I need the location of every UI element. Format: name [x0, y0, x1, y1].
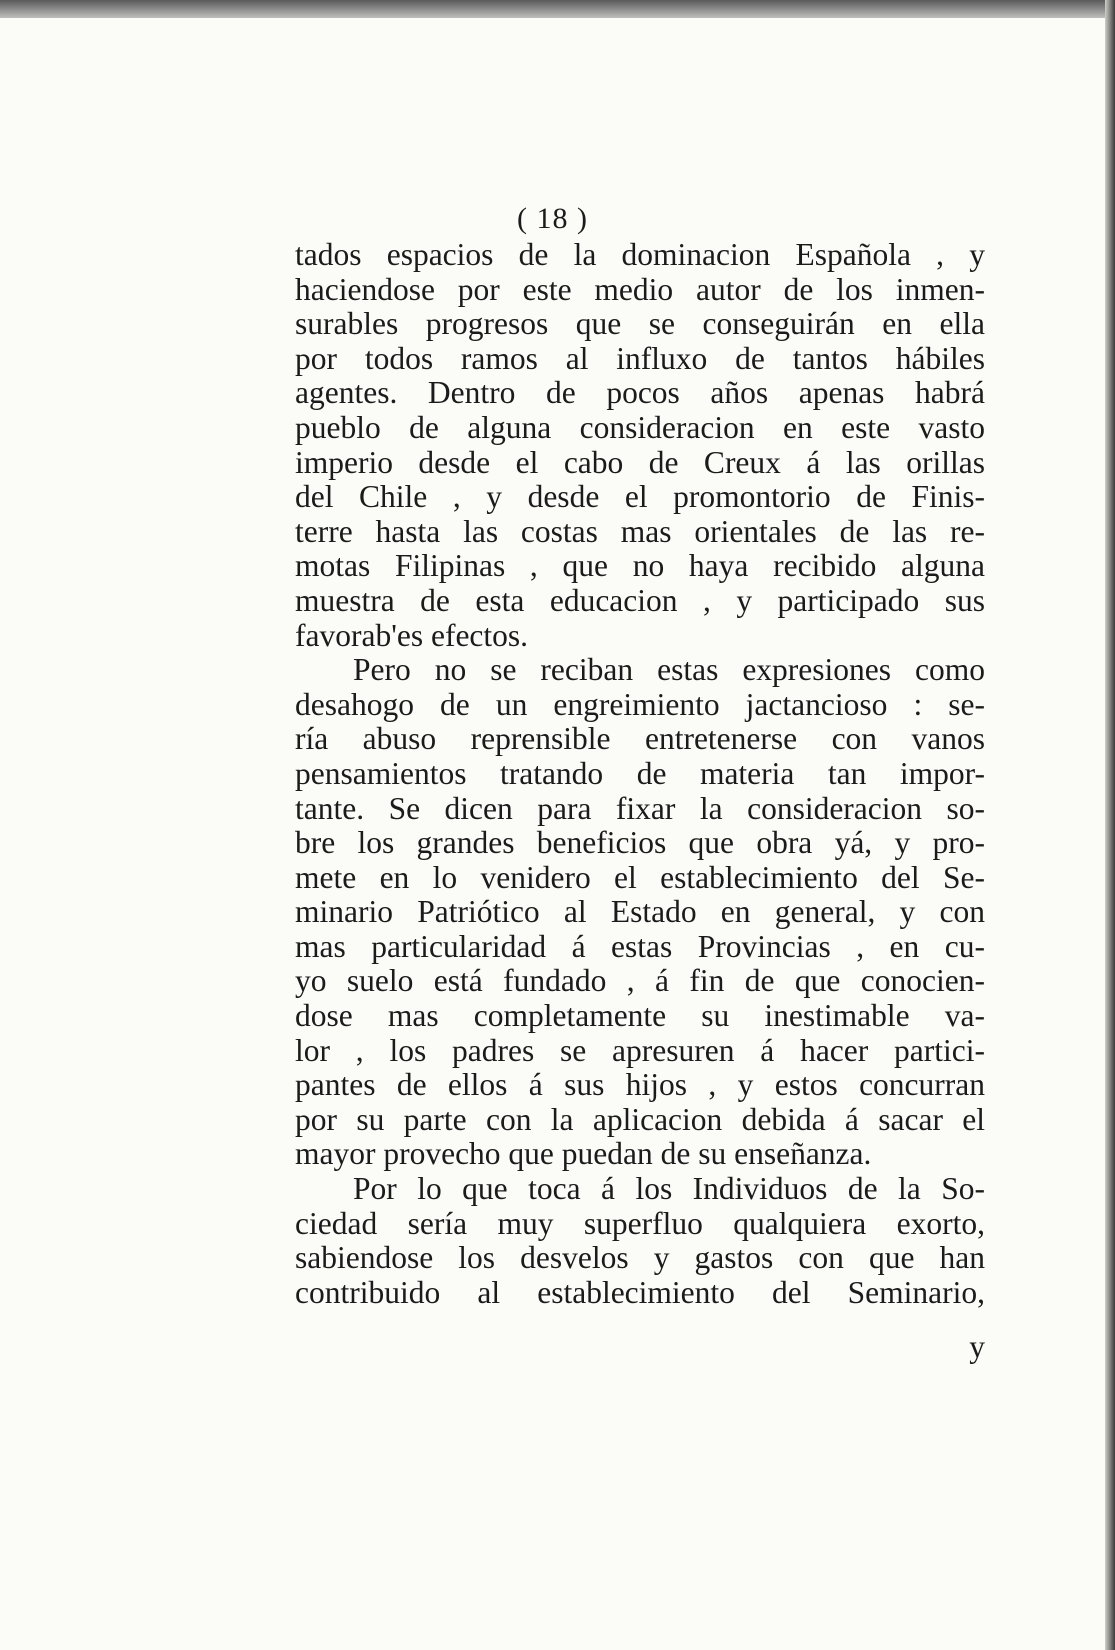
text-line: imperio desde el cabo de Creux á las orillas [295, 444, 985, 480]
text-line: por su parte con la aplicacion debida á sacar el [295, 1101, 985, 1137]
text-line: bre los grandes beneficios que obra yá, y pro- [295, 825, 985, 861]
text-line: motas Filipinas , que no haya recibido alguna [295, 548, 985, 584]
text-line: desahogo de un engreimiento jactancioso : se- [295, 686, 985, 722]
text-line: surables progresos que se conseguirán en ella [295, 306, 985, 342]
body-text [295, 238, 985, 1310]
text-line: contribuido al establecimiento del Seminario, [295, 1274, 985, 1310]
text-line: pensamientos tratando de materia tan impor- [295, 755, 985, 791]
text-line: Pero no se reciban estas expresiones como [353, 652, 985, 688]
text-line: por todos ramos al influxo de tantos hábiles [295, 340, 985, 376]
text-line: tante. Se dicen para fixar la consideracion so- [295, 790, 985, 826]
text-line: favorab'es efectos. [295, 617, 529, 653]
page-number: ( 18 ) [517, 202, 588, 235]
text-line: dose mas completamente su inestimable va- [295, 998, 985, 1034]
text-line: tados espacios de la dominacion Española , y [295, 237, 985, 272]
text-line: muestra de esta educacion , y participado sus [295, 582, 985, 618]
text-line: terre hasta las costas mas orientales de las re- [295, 513, 985, 549]
text-line: pantes de ellos á sus hijos , y estos concurran [295, 1067, 985, 1103]
text-line: agentes. Dentro de pocos años apenas habrá [295, 375, 985, 411]
text-line: Por lo que toca á los Individuos de la So- [353, 1171, 985, 1207]
text-line: lor , los padres se apresuren á hacer partici- [295, 1032, 985, 1068]
text-line: pueblo de alguna consideracion en este vasto [295, 409, 985, 445]
text-line: yo suelo está fundado , á fin de que conocien- [295, 963, 985, 999]
text-line: del Chile , y desde el promontorio de Finis- [295, 479, 985, 515]
text-line: mete en lo venidero el establecimiento del Se- [295, 859, 985, 895]
text-line: ría abuso reprensible entretenerse con vanos [295, 721, 985, 757]
text-line: haciendose por este medio autor de los inmen- [295, 271, 985, 307]
text-line: mayor provecho que puedan de su enseñanza. [295, 1136, 872, 1172]
text-line: mas particularidad á estas Provincias , en cu- [295, 928, 985, 964]
text-line: sabiendose los desvelos y gastos con que han [295, 1240, 985, 1276]
scan-edge-right [1105, 0, 1115, 1650]
text-line: minario Patriótico al Estado en general, y con [295, 894, 985, 930]
text-line: ciedad sería muy superfluo qualquiera exorto, [295, 1205, 985, 1241]
catchword: y [969, 1329, 985, 1364]
